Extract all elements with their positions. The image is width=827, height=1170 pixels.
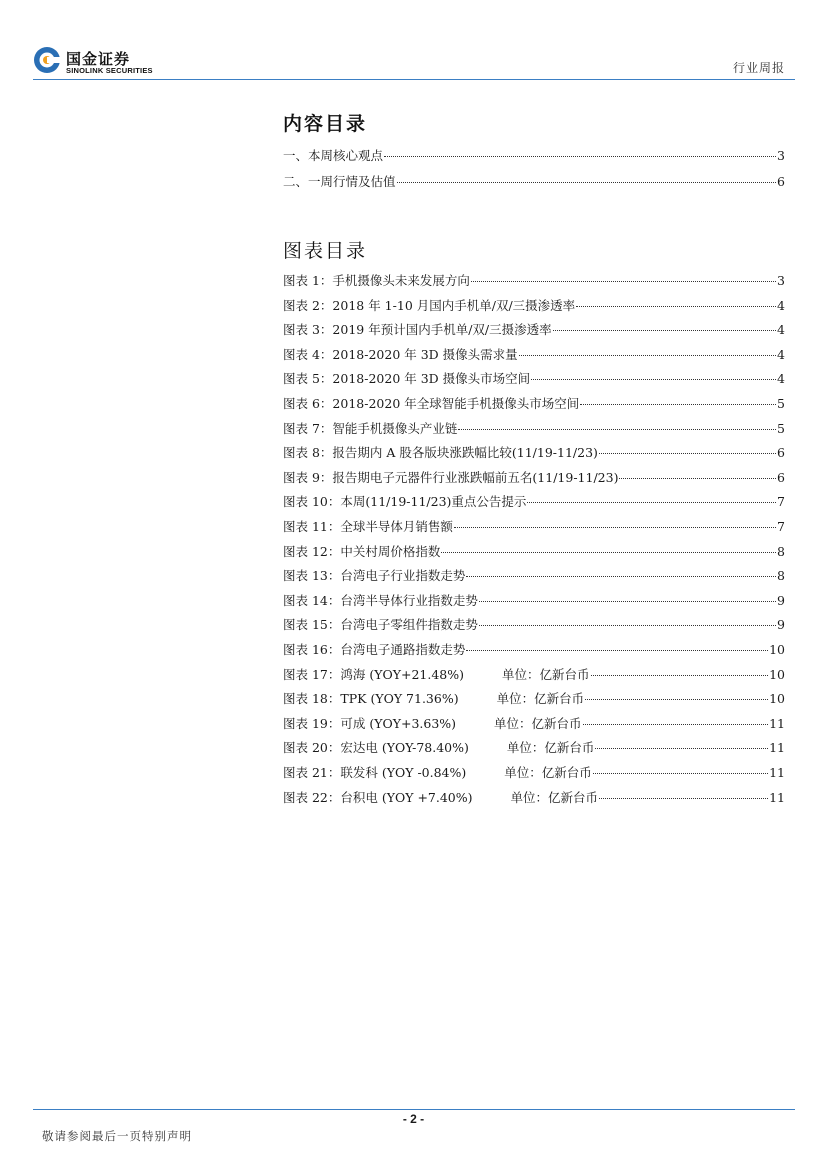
figure-entry[interactable]	[283, 418, 785, 436]
figure-entry-page: 3	[777, 273, 785, 288]
figure-entry[interactable]	[283, 614, 785, 632]
dot-leader	[576, 292, 776, 307]
figure-entry-unit: 单位：亿新台币	[496, 691, 585, 707]
dot-leader	[454, 513, 776, 528]
figure-entry[interactable]	[283, 319, 785, 337]
figure-entry-label: 图表 8：报告期内 A 股各版块涨跌幅比较(11/19-11/23)	[283, 445, 598, 461]
dot-leader	[595, 734, 768, 749]
header-divider	[33, 79, 795, 80]
figure-entry-page: 9	[777, 617, 785, 633]
sinolink-logo-icon	[33, 46, 61, 74]
figures-title: 图表目录	[283, 240, 368, 262]
contents-entry[interactable]	[283, 145, 785, 163]
figure-entry-page: 5	[777, 396, 785, 411]
dot-leader	[591, 661, 769, 676]
figure-entry-label: 图表 12：中关村周价格指数	[283, 543, 441, 559]
figure-entry[interactable]	[283, 491, 785, 509]
figure-entry-page: 4	[777, 371, 785, 387]
figure-entry-label: 图表 14：台湾半导体行业指数走势	[283, 592, 478, 608]
figure-entry-page: 9	[777, 592, 785, 608]
figure-entry[interactable]	[283, 664, 785, 682]
contents-entry-page: 3	[777, 148, 785, 163]
disclaimer-text: 敬请参阅最后一页特别声明	[42, 1129, 192, 1143]
figure-entry-label: 图表 6：2018-2020 年全球智能手机摄像头市场空间	[283, 396, 580, 411]
figure-entry[interactable]	[283, 787, 785, 805]
figure-entry[interactable]	[283, 516, 785, 534]
figure-entry-label: 图表 21：联发科 (YOY -0.84%)	[283, 765, 467, 780]
dot-leader	[553, 316, 776, 331]
contents-entry-label: 二、一周行情及估值	[283, 174, 396, 189]
figure-entry-page: 8	[777, 568, 785, 584]
figure-entry[interactable]	[283, 541, 785, 559]
figure-entry-label: 图表 3：2019 年预计国内手机单/双/三摄渗透率	[283, 322, 552, 338]
logo-chinese-name: 国金证券	[66, 50, 131, 68]
contents-entry-label: 一、本周核心观点	[283, 148, 384, 163]
dot-leader	[599, 784, 768, 799]
figure-entry[interactable]	[283, 737, 785, 755]
dot-leader	[397, 168, 776, 183]
figure-entry-label: 图表 2：2018 年 1-10 月国内手机单/双/三摄渗透率	[283, 297, 576, 313]
dot-leader	[479, 587, 776, 602]
figure-entry[interactable]	[283, 639, 785, 657]
figure-entry-page: 11	[769, 765, 785, 780]
figure-entry[interactable]	[283, 368, 785, 386]
dot-leader	[471, 267, 776, 282]
figure-entry[interactable]	[283, 688, 785, 706]
figure-entry-page: 4	[777, 322, 785, 338]
figure-entry-label: 图表 7：智能手机摄像头产业链	[283, 420, 458, 436]
page-number: - 2 -	[402, 1112, 425, 1126]
report-type-label: 行业周报	[732, 61, 785, 75]
figure-entry-page: 6	[777, 469, 785, 485]
footer-divider	[33, 1109, 795, 1110]
figure-entry-page: 10	[769, 666, 785, 682]
figure-entry-page: 10	[769, 642, 785, 657]
dot-leader	[519, 341, 776, 356]
dot-leader	[580, 390, 776, 405]
figure-entry-page: 5	[777, 420, 785, 436]
dot-leader	[583, 710, 769, 725]
figure-entry-page: 8	[777, 543, 785, 559]
dot-leader	[619, 464, 776, 479]
figure-entry-label: 图表 16：台湾电子通路指数走势	[283, 642, 466, 657]
figure-entry-page: 7	[777, 494, 785, 510]
dot-leader	[466, 562, 776, 577]
dot-leader	[479, 611, 776, 626]
figure-entry[interactable]	[283, 762, 785, 780]
figure-entry-unit: 单位：亿新台币	[502, 666, 590, 682]
figure-entry[interactable]	[283, 713, 785, 731]
figure-entry-label: 图表 19：可成 (YOY+3.63%)	[283, 715, 457, 731]
figure-entry-label: 图表 13：台湾电子行业指数走势	[283, 568, 466, 584]
figure-entry[interactable]	[283, 590, 785, 608]
figure-entry[interactable]	[283, 344, 785, 362]
figure-entry-page: 11	[769, 715, 785, 731]
figure-entry[interactable]	[283, 270, 785, 288]
company-logo	[33, 46, 163, 78]
figure-entry-page: 7	[777, 519, 785, 534]
figure-entry-label: 图表 11：全球半导体月销售额	[283, 519, 453, 534]
figure-entry-label: 图表 18：TPK (YOY 71.36%)	[283, 691, 459, 707]
figure-entry-label: 图表 15：台湾电子零组件指数走势	[283, 617, 478, 633]
figure-entry[interactable]	[283, 393, 785, 411]
dot-leader	[593, 759, 768, 774]
figure-entry-unit: 单位：亿新台币	[506, 740, 595, 756]
figure-entry-page: 11	[769, 789, 785, 805]
dot-leader	[531, 365, 776, 380]
figure-entry-label: 图表 22：台积电 (YOY +7.40%)	[283, 789, 473, 805]
figure-entry-page: 11	[769, 740, 785, 756]
dot-leader	[599, 439, 776, 454]
dot-leader	[384, 142, 776, 157]
dot-leader	[458, 415, 776, 430]
figure-entry-page: 4	[777, 346, 785, 362]
figure-entry[interactable]	[283, 442, 785, 460]
figure-entry-label: 图表 10：本周(11/19-11/23)重点公告提示	[283, 494, 527, 510]
figure-entry[interactable]	[283, 467, 785, 485]
figure-entry-label: 图表 17：鸿海 (YOY+21.48%)	[283, 666, 464, 682]
figure-entry-unit: 单位：亿新台币	[494, 715, 582, 731]
dot-leader	[441, 538, 776, 553]
dot-leader	[527, 488, 776, 503]
contents-entry[interactable]	[283, 171, 785, 189]
logo-english-name: SINOLINK SECURITIES	[66, 66, 153, 75]
dot-leader	[585, 685, 768, 700]
dot-leader	[466, 636, 768, 651]
page-header	[0, 0, 827, 82]
figure-entry-page: 4	[777, 297, 785, 313]
figure-entry[interactable]	[283, 295, 785, 313]
figure-entry-unit: 单位：亿新台币	[510, 789, 599, 805]
figure-entry-unit: 单位：亿新台币	[504, 765, 592, 780]
figure-entry[interactable]	[283, 565, 785, 583]
figure-entry-page: 6	[777, 445, 785, 461]
figure-entry-page: 10	[769, 691, 785, 707]
contents-entry-page: 6	[777, 174, 785, 189]
figure-entry-label: 图表 9：报告期电子元器件行业涨跌幅前五名(11/19-11/23)	[283, 469, 619, 485]
figure-entry-label: 图表 4：2018-2020 年 3D 摄像头需求量	[283, 346, 518, 362]
figure-entry-label: 图表 1：手机摄像头未来发展方向	[283, 273, 470, 288]
figure-entry-label: 图表 20：宏达电 (YOY-78.40%)	[283, 740, 469, 756]
figure-entry-label: 图表 5：2018-2020 年 3D 摄像头市场空间	[283, 371, 531, 387]
contents-title: 内容目录	[283, 113, 368, 135]
